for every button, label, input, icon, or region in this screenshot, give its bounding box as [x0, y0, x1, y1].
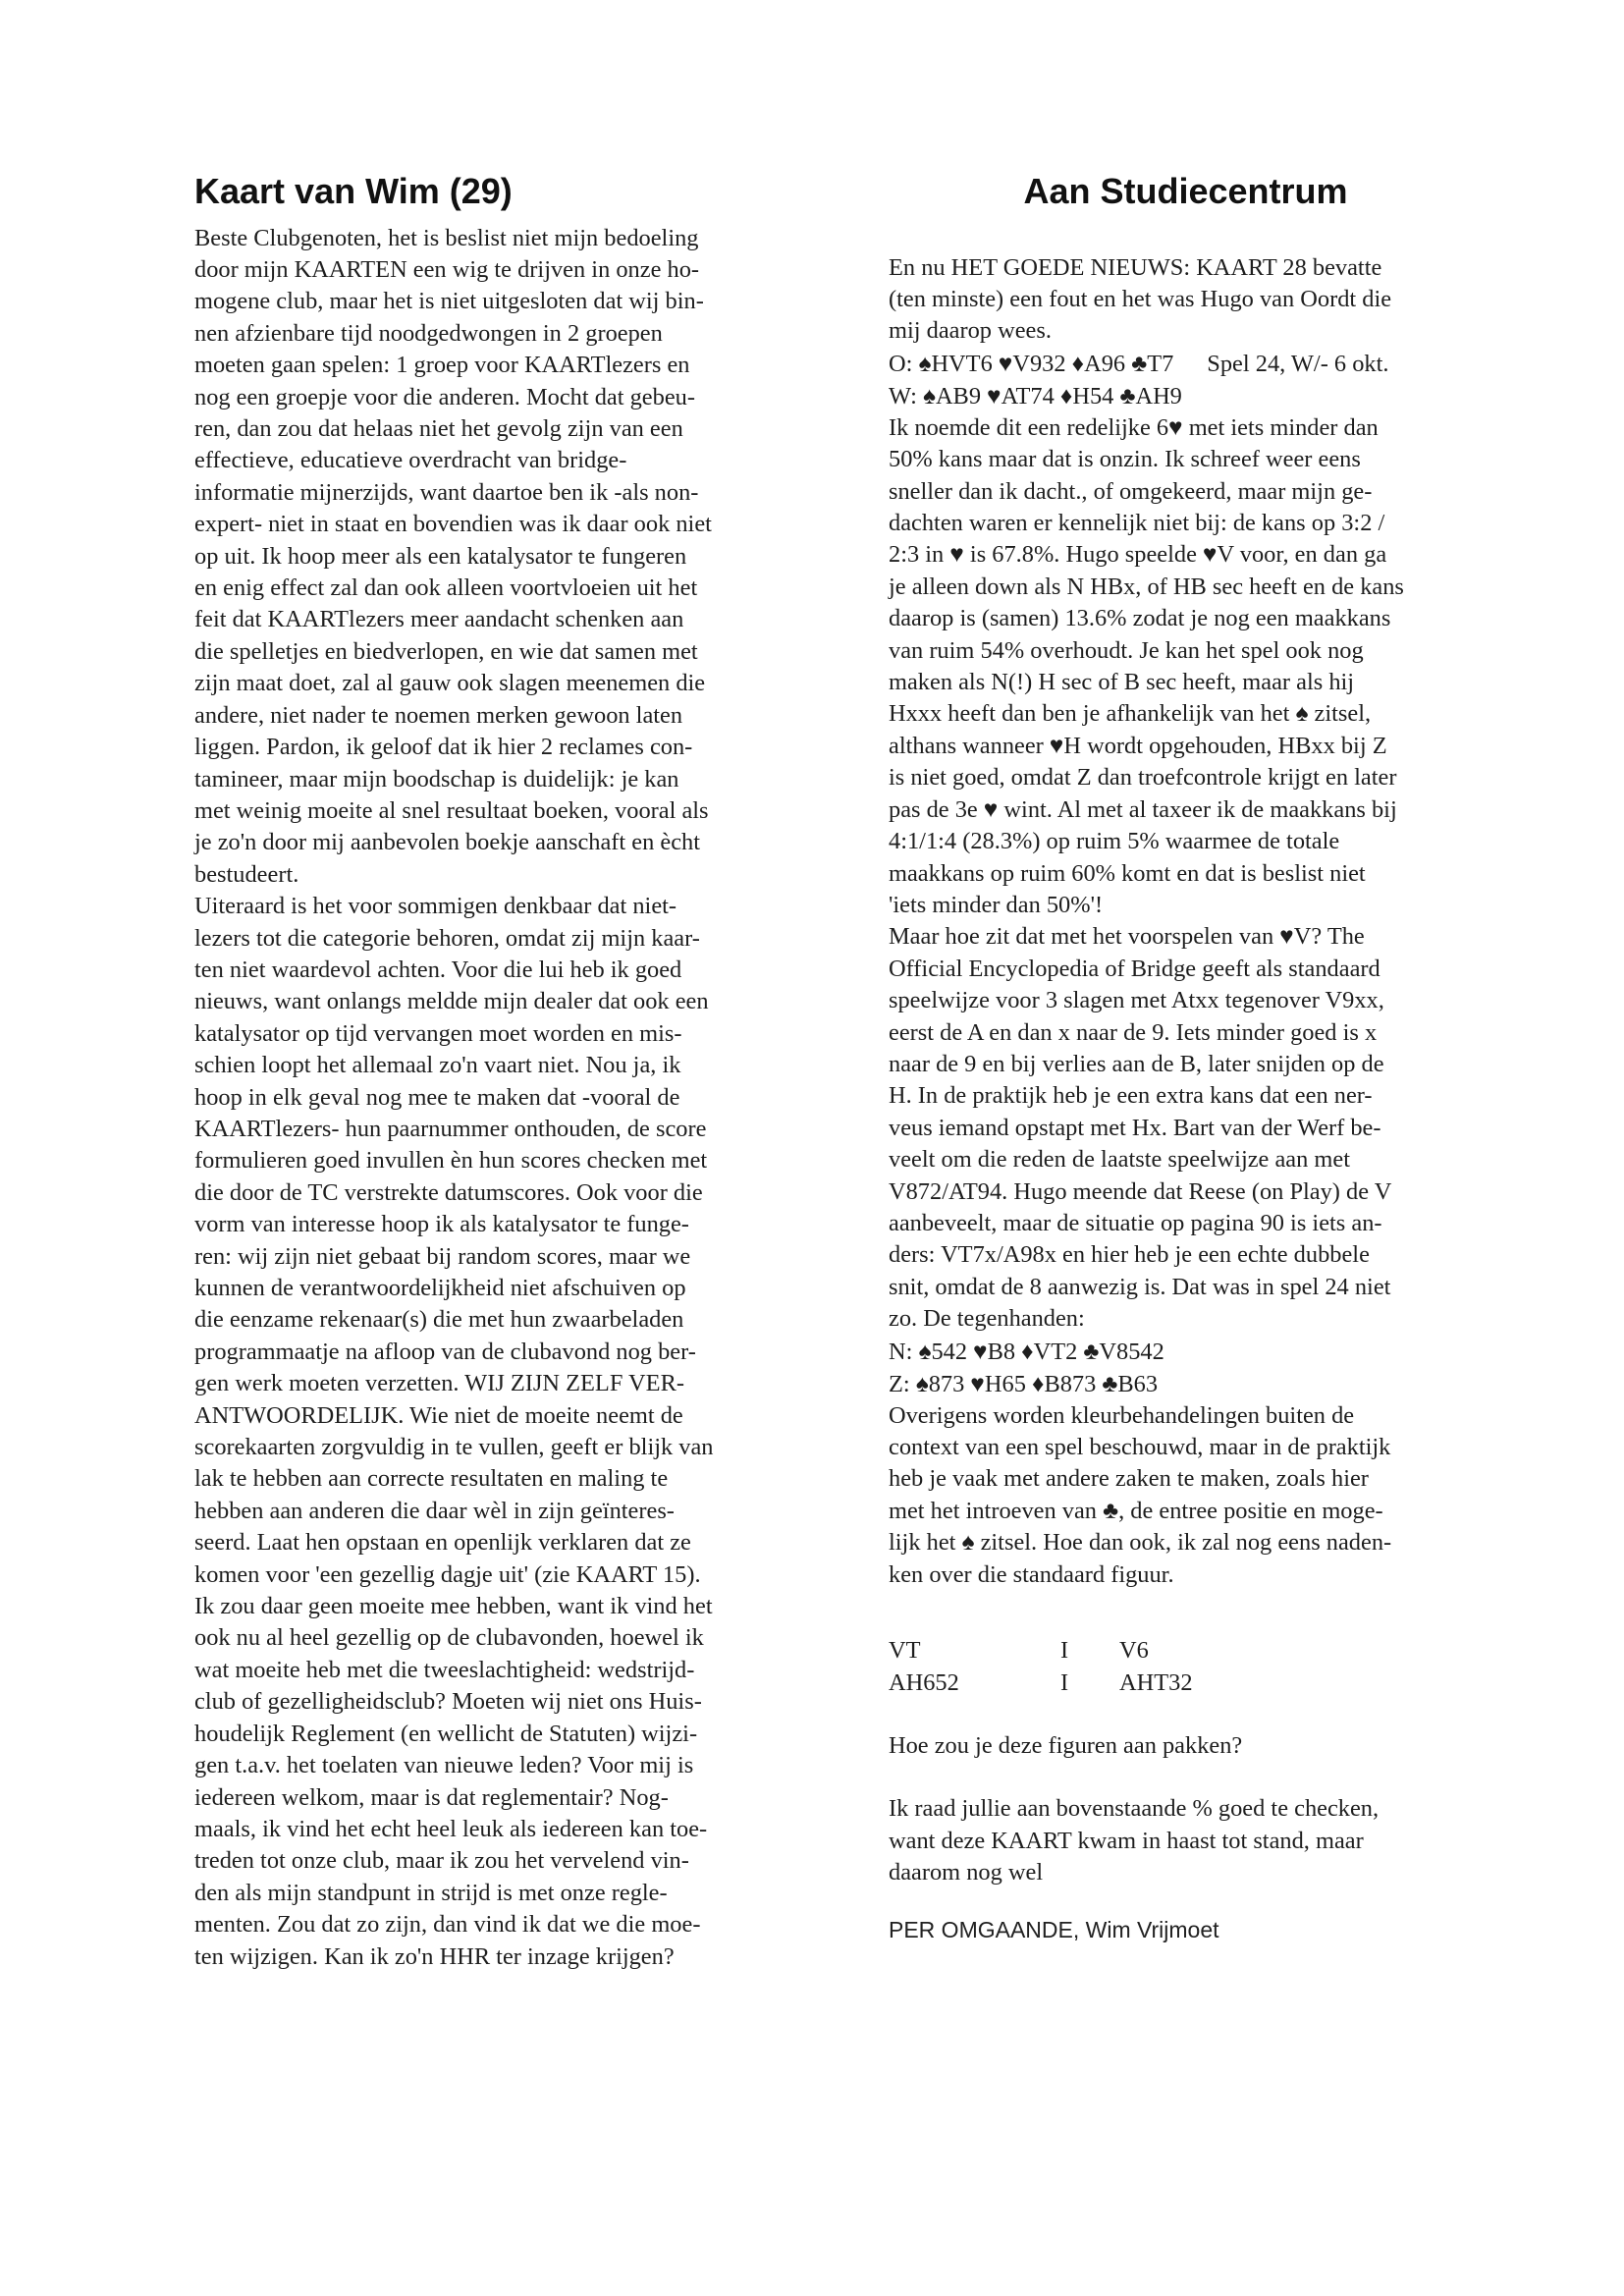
- text-line: nog een groepje voor die anderen. Mocht dat gebeu-: [194, 383, 695, 410]
- text-line: aanbeveelt, maar de situatie op pagina 90 is iets an-: [889, 1209, 1382, 1236]
- text-line: Ik raad jullie aan bovenstaande % goed te checken,: [889, 1795, 1380, 1823]
- text-line: maken als N(!) H sec of B sec heeft, maar als hij: [889, 669, 1355, 696]
- figure-cell: AH652: [889, 1669, 959, 1697]
- text-line: heb je vaak met andere zaken te maken, zoals hier: [889, 1465, 1369, 1493]
- hand-noord: N: ♠542 ♥B8 ♦VT2 ♣V8542: [889, 1338, 1164, 1365]
- text-line: iedereen welkom, maar is dat reglementair? Nog-: [194, 1783, 669, 1811]
- text-line: liggen. Pardon, ik geloof dat ik hier 2 reclames con-: [194, 734, 693, 761]
- hand-oost-cards: O: ♠HVT6 ♥V932 ♦A96 ♣T7: [889, 350, 1174, 377]
- text-line: seerd. Laat hen opstaan en openlijk verklaren dat ze: [194, 1529, 691, 1557]
- text-line: gen werk moeten verzetten. WIJ ZIJN ZELF VER-: [194, 1370, 684, 1397]
- text-line: ten wijzigen. Kan ik zo'n HHR ter inzage krijgen?: [194, 1942, 675, 1970]
- closing-paragraph: [889, 1793, 1483, 1888]
- text-line: ken over die standaard figuur.: [889, 1560, 1174, 1588]
- text-line: hoop in elk geval nog mee te maken dat -vooral de: [194, 1083, 680, 1111]
- text-line: pas de 3e ♥ wint. Al met al taxeer ik de maakkans bij: [889, 795, 1397, 823]
- right-intro: [889, 252, 1483, 348]
- figure-cell: V6: [1119, 1637, 1149, 1665]
- text-line: eerst de A en dan x naar de 9. Iets minder goed is x: [889, 1018, 1378, 1046]
- text-line: katalysator op tijd vervangen moet worden en mis-: [194, 1019, 682, 1047]
- text-line: scorekaarten zorgvuldig in te vullen, geeft er blijk van: [194, 1434, 714, 1461]
- text-line: die eenzame rekenaar(s) die met hun zwaarbeladen: [194, 1306, 684, 1334]
- text-line: andere, niet nader te noemen merken gewoon laten: [194, 701, 683, 729]
- text-line: want deze KAART kwam in haast tot stand, maar: [889, 1827, 1364, 1854]
- left-column: [194, 172, 803, 1973]
- text-line: informatie mijnerzijds, want daartoe ben ik -als non-: [194, 478, 699, 506]
- text-line: moeten gaan spelen: 1 groep voor KAARTlezers en: [194, 352, 690, 379]
- text-line: hebben aan anderen die daar wèl in zijn geïnteres-: [194, 1497, 675, 1524]
- text-line: je zo'n door mij aanbevolen boekje aanschaft en ècht: [194, 829, 701, 856]
- text-line: naar de 9 en bij verlies aan de B, later snijden op de: [889, 1050, 1384, 1077]
- text-line: nen afzienbare tijd noodgedwongen in 2 groepen: [194, 319, 663, 347]
- figure-separator: I: [1060, 1637, 1069, 1665]
- text-line: menten. Zou dat zo zijn, dan vind ik dat we die moe-: [194, 1911, 701, 1939]
- text-line: ders: VT7x/A98x en hier heb je een echte dubbele: [889, 1241, 1370, 1269]
- text-line: snit, omdat de 8 aanwezig is. Dat was in spel 24 niet: [889, 1273, 1391, 1300]
- text-line: ren: wij zijn niet gebaat bij random scores, maar we: [194, 1242, 691, 1270]
- figure-separator: I: [1060, 1669, 1069, 1697]
- text-line: 4:1/1:4 (28.3%) op ruim 5% waarmee de totale: [889, 828, 1340, 855]
- text-line: die door de TC verstrekte datumscores. Ook voor die: [194, 1178, 703, 1206]
- left-title: Kaart van Wim (29): [194, 171, 513, 211]
- text-line: Ik zou daar geen moeite mee hebben, want ik vind het: [194, 1593, 713, 1620]
- text-line: op uit. Ik hoop meer als een katalysator te fungeren: [194, 542, 687, 570]
- text-line: met het introeven van ♣, de entree positie en moge-: [889, 1497, 1383, 1524]
- text-line: Maar hoe zit dat met het voorspelen van ♥V? The: [889, 923, 1365, 951]
- text-line: lezers tot die categorie behoren, omdat zij mijn kaar-: [194, 924, 700, 952]
- text-line: daarom nog wel: [889, 1859, 1044, 1886]
- text-line: veus iemand opstapt met Hx. Bart van der Werf be-: [889, 1114, 1381, 1141]
- text-line: is niet goed, omdat Z dan troefcontrole krijgt en later: [889, 764, 1397, 792]
- text-line: lak te hebben aan correcte resultaten en maling te: [194, 1465, 669, 1493]
- suit-figure: [889, 1634, 1483, 1699]
- text-line: 50% kans maar dat is onzin. Ik schreef weer eens: [889, 446, 1361, 473]
- figure-row: [889, 1667, 1483, 1699]
- text-line: zijn maat doet, zal al gauw ook slagen meenemen die: [194, 670, 706, 697]
- text-line: den als mijn standpunt in strijd is met onze regle-: [194, 1879, 668, 1906]
- figure-row: [889, 1634, 1483, 1667]
- text-line: effectieve, educatieve overdracht van bridge-: [194, 447, 627, 474]
- text-line: lijk het ♠ zitsel. Hoe dan ook, ik zal nog eens naden-: [889, 1529, 1392, 1557]
- text-line: daarop is (samen) 13.6% zodat je nog een maakkans: [889, 605, 1391, 632]
- question: Hoe zou je deze figuren aan pakken?: [889, 1732, 1243, 1760]
- figure-cell: AHT32: [1119, 1669, 1193, 1697]
- text-line: Hxxx heeft dan ben je afhankelijk van het ♠ zitsel,: [889, 700, 1372, 728]
- text-line: wat moeite heb met die tweeslachtigheid: wedstrijd-: [194, 1656, 695, 1683]
- text-line: programmaatje na afloop van de clubavond nog ber-: [194, 1338, 696, 1365]
- text-line: maakkans op ruim 60% komt en dat is beslist niet: [889, 859, 1366, 887]
- text-line: V872/AT94. Hugo meende dat Reese (on Play) de V: [889, 1177, 1392, 1205]
- text-line: en enig effect zal dan ook alleen voortvloeien uit het: [194, 574, 698, 602]
- text-line: veelt om die reden de laatste speelwijze aan met: [889, 1146, 1350, 1174]
- right-body-2: [889, 1400, 1483, 1591]
- text-line: 2:3 in ♥ is 67.8%. Hugo speelde ♥V voor, en dan ga: [889, 541, 1387, 569]
- text-line: althans wanneer ♥H wordt opgehouden, HBxx bij Z: [889, 732, 1387, 759]
- right-body-1: [889, 412, 1483, 1336]
- hand-west: W: ♠AB9 ♥AT74 ♦H54 ♣AH9: [889, 382, 1182, 410]
- hand-oost: [889, 348, 1483, 380]
- text-line: formulieren goed invullen èn hun scores checken met: [194, 1147, 708, 1175]
- text-line: zo. De tegenhanden:: [889, 1305, 1085, 1333]
- text-line: Overigens worden kleurbehandelingen buiten de: [889, 1401, 1355, 1429]
- right-title: Aan Studiecentrum: [1023, 171, 1348, 211]
- text-line: houdelijk Reglement (en wellicht de Statuten) wijzi-: [194, 1720, 698, 1747]
- text-line: 'iets minder dan 50%'!: [889, 891, 1104, 918]
- text-line: komen voor 'een gezellig dagje uit' (zie KAART 15).: [194, 1560, 701, 1588]
- text-line: H. In de praktijk heb je een extra kans dat een ner-: [889, 1082, 1373, 1110]
- text-line: dachten waren er kennelijk niet bij: de kans op 3:2 /: [889, 510, 1385, 537]
- right-column: [889, 172, 1483, 1943]
- signature: PER OMGAANDE, Wim Vrijmoet: [889, 1916, 1219, 1942]
- text-line: Uiteraard is het voor sommigen denkbaar dat niet-: [194, 893, 677, 920]
- text-line: KAARTlezers- hun paarnummer onthouden, de score: [194, 1115, 707, 1142]
- text-line: En nu HET GOEDE NIEUWS: KAART 28 bevatte: [889, 253, 1382, 281]
- text-line: gen t.a.v. het toelaten van nieuwe leden? Voor mij is: [194, 1752, 694, 1779]
- text-line: bestudeert.: [194, 860, 299, 888]
- text-line: club of gezelligheidsclub? Moeten wij niet ons Huis-: [194, 1688, 702, 1716]
- text-line: maals, ik vind het echt heel leuk als iedereen kan toe-: [194, 1815, 708, 1842]
- text-line: door mijn KAARTEN een wig te drijven in onze ho-: [194, 256, 700, 283]
- text-line: sneller dan ik dacht., of omgekeerd, maar mijn ge-: [889, 477, 1373, 505]
- text-line: je alleen down als N HBx, of HB sec heeft en de kans: [889, 573, 1404, 600]
- text-line: kunnen de verantwoordelijkheid niet afschuiven op: [194, 1275, 686, 1301]
- hand-oost-note: Spel 24, W/- 6 okt.: [1207, 350, 1389, 377]
- text-line: met weinig moeite al snel resultaat boeken, vooral als: [194, 796, 709, 824]
- text-line: die spelletjes en biedverlopen, en wie dat samen met: [194, 637, 698, 665]
- text-line: tamineer, maar mijn boodschap is duidelijk: je kan: [194, 765, 679, 793]
- text-line: vorm van interesse hoop ik als katalysator te funge-: [194, 1211, 689, 1238]
- text-line: treden tot onze club, maar ik zou het vervelend vin-: [194, 1847, 689, 1875]
- text-line: (ten minste) een fout en het was Hugo van Oordt die: [889, 286, 1392, 312]
- text-line: speelwijze voor 3 slagen met Atxx tegenover V9xx,: [889, 987, 1384, 1014]
- text-line: Official Encyclopedia of Bridge geeft als standaard: [889, 955, 1380, 982]
- text-line: feit dat KAARTlezers meer aandacht schenken aan: [194, 606, 684, 633]
- hand-zuid: Z: ♠873 ♥H65 ♦B873 ♣B63: [889, 1370, 1159, 1397]
- text-line: ren, dan zou dat helaas niet het gevolg zijn van een: [194, 415, 683, 443]
- text-line: mogene club, maar het is niet uitgesloten dat wij bin-: [194, 288, 704, 315]
- text-line: context van een spel beschouwd, maar in de praktijk: [889, 1434, 1391, 1460]
- text-line: ten niet waardevol achten. Voor die lui heb ik goed: [194, 956, 682, 983]
- text-line: ook nu al heel gezellig op de clubavonden, hoewel ik: [194, 1624, 704, 1652]
- text-line: mij daarop wees.: [889, 317, 1052, 345]
- figure-cell: VT: [889, 1637, 921, 1665]
- text-line: ANTWOORDELIJK. Wie niet de moeite neemt de: [194, 1401, 683, 1429]
- text-line: nieuws, want onlangs meldde mijn dealer dat ook een: [194, 988, 709, 1015]
- text-line: schien loopt het allemaal zo'n vaart niet. Nou ja, ik: [194, 1052, 681, 1079]
- text-line: Beste Clubgenoten, het is beslist niet mijn bedoeling: [194, 224, 699, 251]
- text-line: expert- niet in staat en bovendien was ik daar ook niet: [194, 511, 712, 538]
- text-line: van ruim 54% overhoudt. Je kan het spel ook nog: [889, 636, 1364, 664]
- text-line: Ik noemde dit een redelijke 6♥ met iets minder dan: [889, 413, 1379, 441]
- left-article-body: [194, 223, 803, 1973]
